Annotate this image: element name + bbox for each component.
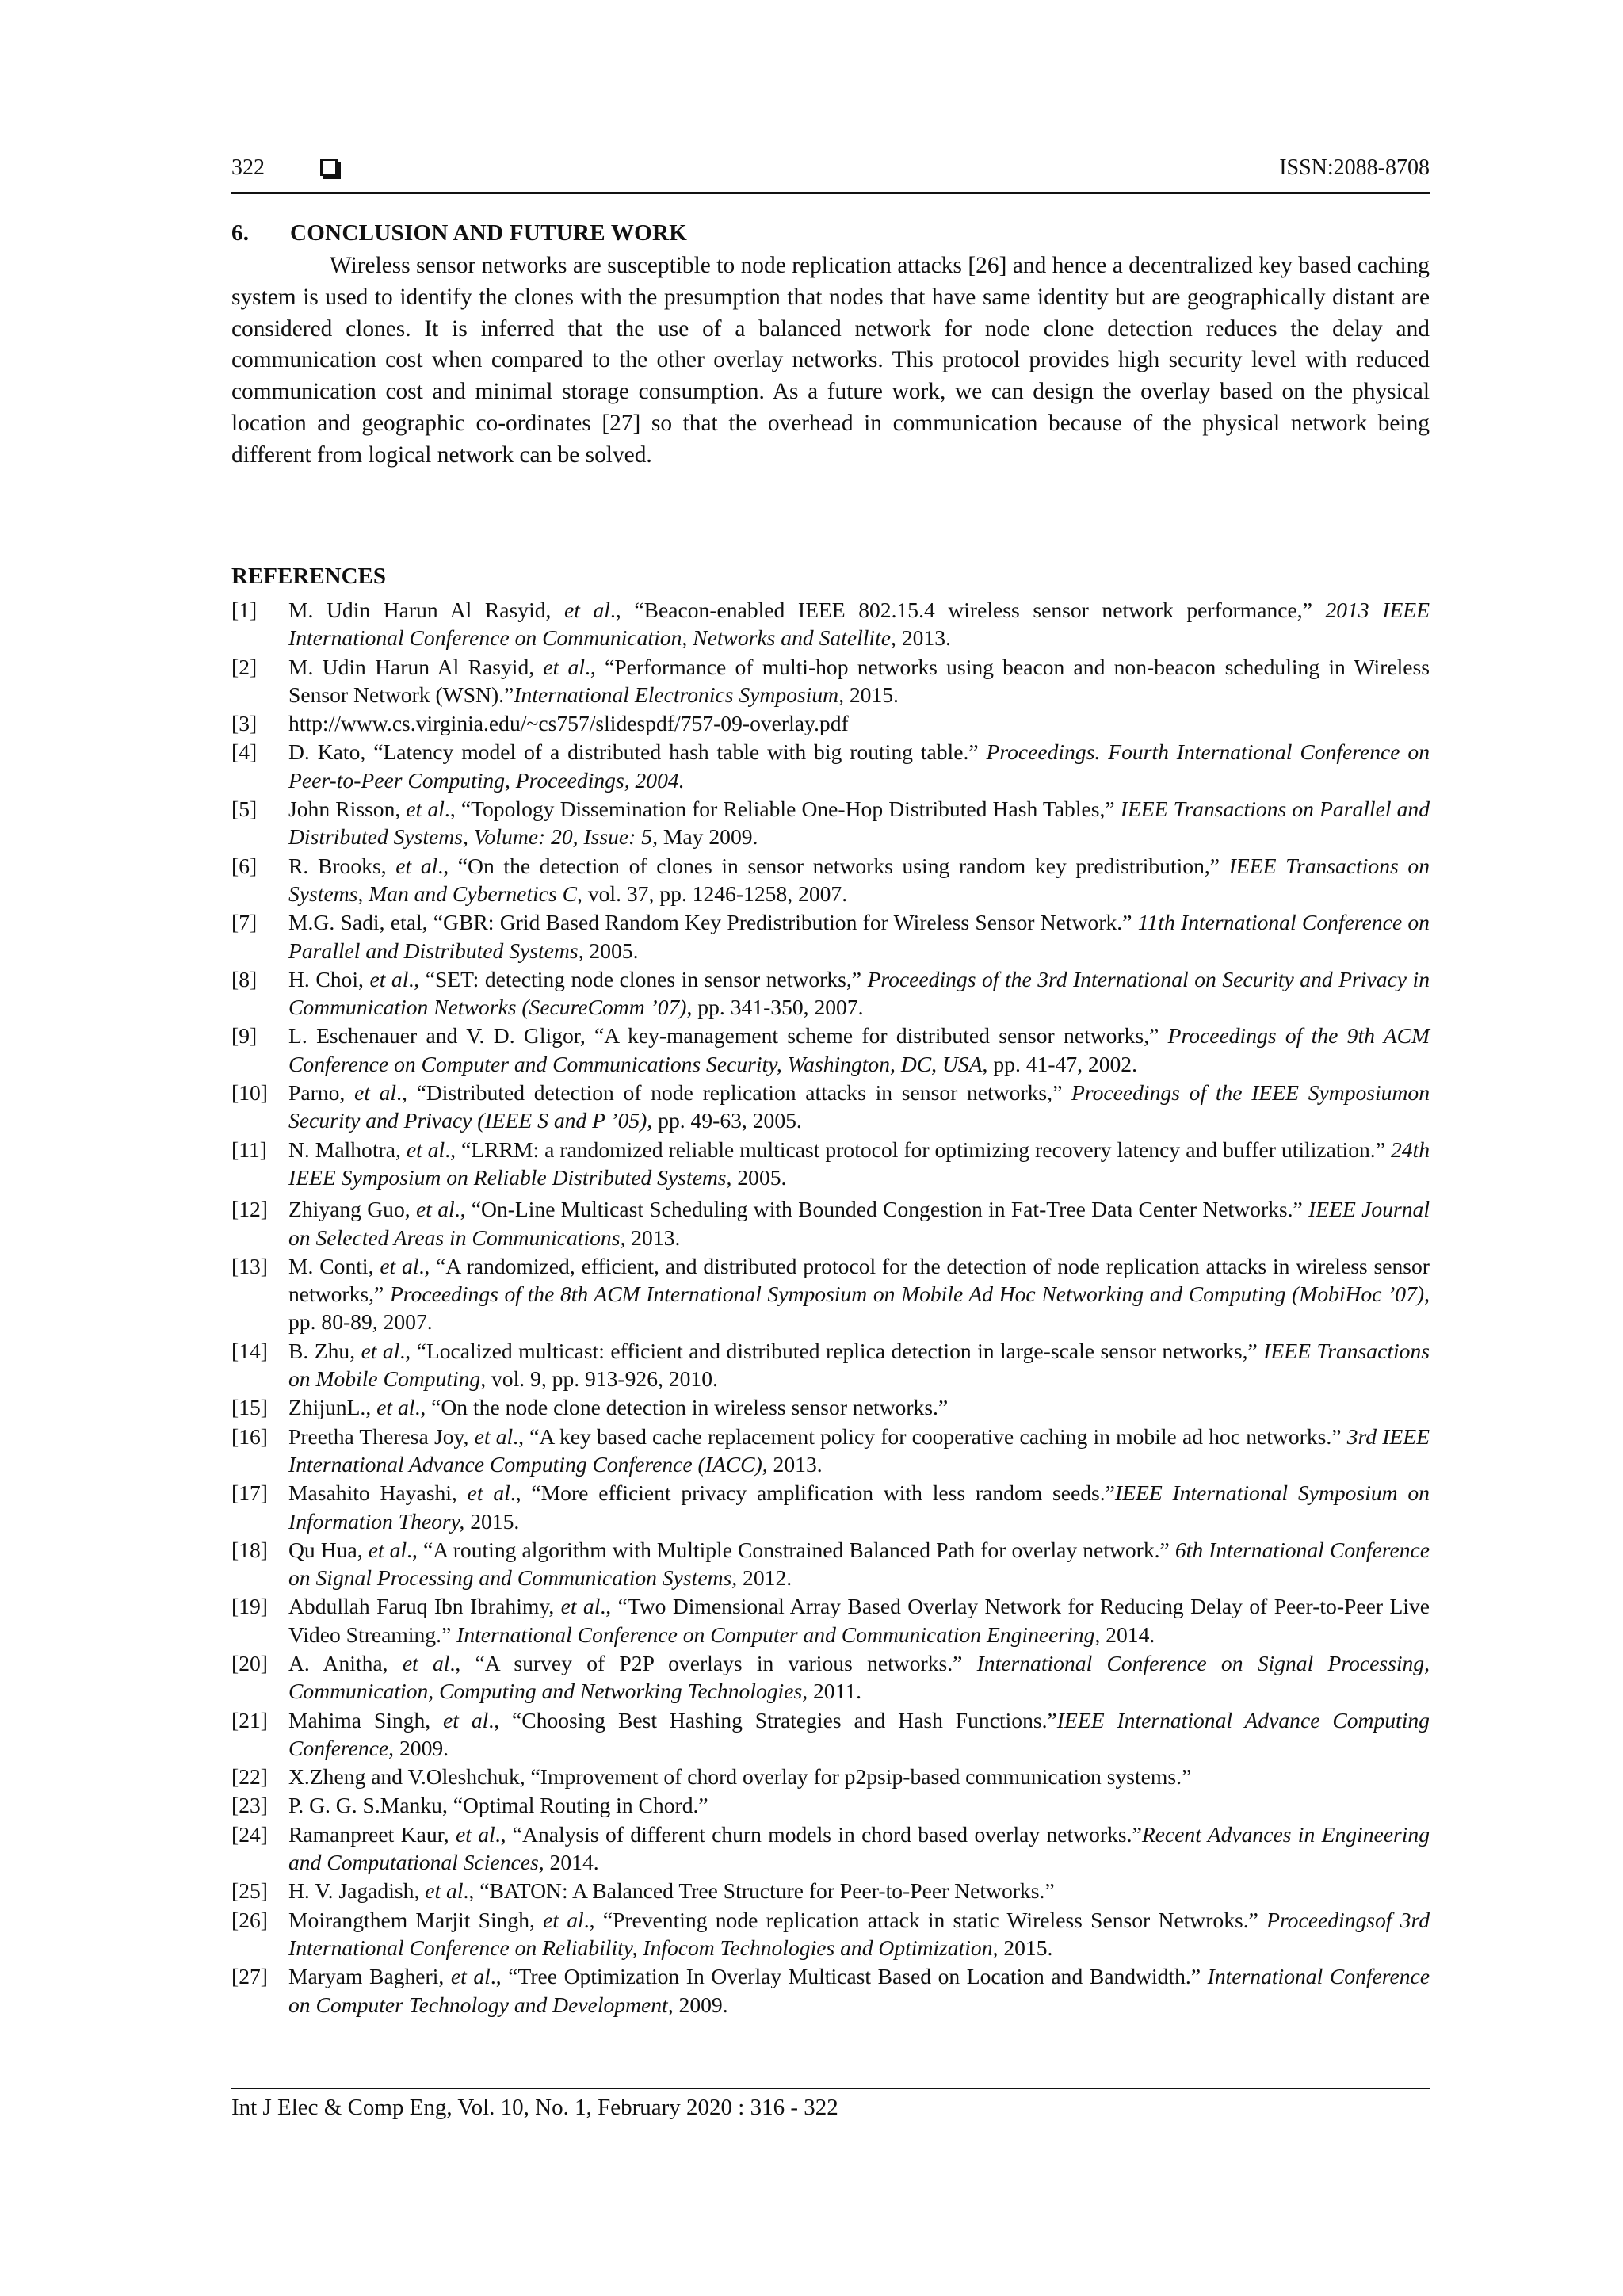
reference-number: [25]: [231, 1878, 268, 1904]
reference-title: ., “SET: detecting node clones in sensor networks,”: [408, 966, 868, 991]
reference-etal: et al: [415, 1197, 455, 1222]
reference-title: ., “Preventing node replication attack in static Wireless Sensor Netwroks.”: [583, 1907, 1267, 1932]
header-divider: [231, 192, 1430, 194]
reference-title: ., “Distributed detection of node replication attacks in sensor networks,”: [396, 1080, 1072, 1106]
reference-number: [21]: [231, 1707, 268, 1733]
reference-authors: R. Brooks,: [288, 853, 387, 878]
reference-item: [231, 596, 1430, 652]
reference-number: [11]: [231, 1137, 267, 1162]
reference-title: ., “Analysis of different churn models in chord based overlay networks.”: [495, 1821, 1142, 1847]
reference-source: Proceedings of the 8th ACM International Symposium on Mobile Ad Hoc Networking and Computing (MobiHoc ’07): [389, 1282, 1425, 1307]
reference-source: IEEE Transactions on Parallel and Distributed Systems, Volume: 20, Issue: 5,: [288, 797, 1430, 850]
reference-item: [231, 1195, 1430, 1251]
reference-authors: M. Udin Harun Al Rasyid,: [288, 654, 535, 679]
reference-etal: et al: [543, 654, 585, 679]
reference-details: , vol. 37, pp. 1246-1258, 2007.: [577, 881, 848, 906]
reference-source: 6th International Conference on Signal Processing and Communication Systems,: [288, 1537, 1430, 1591]
reference-etal: et al: [395, 853, 438, 878]
reference-title: ., “On the detection of clones in sensor networks using random key predistribution,”: [437, 853, 1229, 878]
reference-number: [26]: [231, 1907, 268, 1932]
reference-authors: B. Zhu,: [288, 1338, 356, 1363]
reference-details: 2014.: [544, 1850, 599, 1875]
reference-title: ., “On the node clone detection in wireless sensor networks.”: [414, 1395, 949, 1420]
reference-title: ., “LRRM: a randomized reliable multicast protocol for optimizing recovery latency and buffer utilization.”: [445, 1137, 1391, 1162]
reference-title: ., “A routing algorithm with Multiple Constrained Balanced Path for overlay network.”: [407, 1537, 1175, 1562]
reference-source: International Electronics Symposium,: [514, 682, 844, 707]
reference-source: IEEE International Symposium on Information Theory,: [288, 1480, 1430, 1534]
reference-number: [7]: [231, 910, 258, 935]
reference-title: ., “Localized multicast: efficient and distributed replica detection in large-scale sensor networks,”: [399, 1338, 1264, 1363]
reference-etal: et al: [564, 598, 610, 622]
reference-number: [20]: [231, 1650, 268, 1675]
reference-source: IEEE Journal on Selected Areas in Communications,: [288, 1197, 1430, 1250]
reference-number: [15]: [231, 1395, 268, 1420]
reference-number: [19]: [231, 1594, 268, 1619]
reference-details: 2015.: [843, 682, 899, 707]
reference-authors: N. Malhotra,: [288, 1137, 401, 1162]
reference-number: [3]: [231, 711, 258, 736]
reference-number: [2]: [231, 654, 258, 679]
page-number: 322: [231, 155, 265, 180]
reference-source: International Conference on Signal Processing, Communication, Computing and Networking Technologies,: [288, 1650, 1430, 1704]
reference-item: [231, 653, 1430, 709]
reference-item: [231, 1820, 1430, 1877]
reference-details: May 2009.: [657, 824, 758, 850]
reference-source: IEEE Transactions on Mobile Computing: [288, 1338, 1430, 1392]
reference-authors: Mahima Singh,: [288, 1707, 431, 1733]
reference-details: 2011.: [808, 1679, 862, 1704]
reference-title: “Latency model of a distributed hash table with big routing table.”: [365, 739, 987, 765]
reference-authors: Maryam Bagheri,: [288, 1964, 445, 1989]
reference-authors: H. Choi,: [288, 966, 364, 991]
reference-number: [12]: [231, 1197, 268, 1222]
reference-source: 2013 IEEE International Conference on Communication, Networks and Satellite,: [288, 598, 1430, 651]
reference-number: [24]: [231, 1821, 268, 1847]
reference-authors: Qu Hua,: [288, 1537, 363, 1562]
reference-title: “A key-management scheme for distributed sensor networks,”: [585, 1023, 1168, 1049]
reference-title: ., “Tree Optimization In Overlay Multicast Based on Location and Bandwidth.”: [490, 1964, 1208, 1989]
reference-item: [231, 709, 1430, 737]
reference-details: , vol. 9, pp. 913-926, 2010.: [480, 1366, 718, 1392]
reference-authors: Abdullah Faruq Ibn Ibrahimy,: [288, 1594, 555, 1619]
reference-source: 11th International Conference on Parallel and Distributed Systems,: [288, 910, 1430, 963]
reference-number: [10]: [231, 1080, 268, 1106]
reference-list: [231, 596, 1430, 2023]
reference-authors: M.G. Sadi, etal,: [288, 910, 428, 935]
reference-authors: Masahito Hayashi,: [288, 1480, 457, 1506]
reference-details: 2013.: [767, 1451, 823, 1477]
reference-etal: et al: [368, 1537, 407, 1562]
conclusion-paragraph: Wireless sensor networks are susceptible to node replication attacks [26] and hence a decentralized key based caching system is used to identify the clones with the presumption that nodes that have same identity but are geographically distant are considered clones. It is inferred that the use of a balanced network for node clone detection reduces the delay and communication cost when compared to the other overlay networks. This protocol provides high security level with reduced communication cost and minimal storage consumption. As a future work, we can design the overlay based on the physical location and geographic co-ordinates [27] so that the overhead in communication because of the physical network being different from logical network can be solved.: [231, 253, 1430, 468]
reference-source: Proceedings of the IEEE Symposiumon Security and Privacy (IEEE S and P ’05): [288, 1080, 1430, 1133]
reference-etal: et al: [443, 1707, 489, 1733]
reference-title: ., “A survey of P2P overlays in various networks.”: [449, 1650, 977, 1675]
reference-authors: Moirangthem Marjit Singh,: [288, 1907, 535, 1932]
reference-item: [231, 1877, 1430, 1904]
checkbox-square-icon: [320, 159, 338, 176]
reference-number: [4]: [231, 739, 258, 765]
reference-etal: et al: [467, 1480, 510, 1506]
reference-title: ., “Choosing Best Hashing Strategies and Hash Functions.”: [488, 1707, 1057, 1733]
reference-title: “Improvement of chord overlay for p2psip-based communication systems.”: [525, 1764, 1192, 1790]
reference-source: Proceedings. Fourth International Conference on Peer-to-Peer Computing, Proceedings, 2004.: [288, 739, 1430, 793]
reference-title: ., “On-Line Multicast Scheduling with Bounded Congestion in Fat-Tree Data Center Networks.”: [454, 1197, 1309, 1222]
reference-item: [231, 1423, 1430, 1479]
reference-item: [231, 1536, 1430, 1592]
reference-authors: H. V. Jagadish,: [288, 1878, 420, 1904]
reference-details: 2015.: [998, 1935, 1053, 1960]
reference-number: [9]: [231, 1023, 258, 1049]
page-header: [231, 155, 1430, 195]
section-heading: [231, 220, 687, 246]
reference-title: “Optimal Routing in Chord.”: [447, 1793, 708, 1818]
reference-source: Recent Advances in Engineering and Computational Sciences,: [288, 1821, 1430, 1875]
reference-etal: et al: [361, 1338, 400, 1363]
reference-etal: et al: [450, 1964, 491, 1989]
reference-authors: M. Conti,: [288, 1253, 374, 1278]
reference-etal: et al: [560, 1594, 601, 1619]
reference-item: [231, 1906, 1430, 1962]
reference-details: 2009.: [394, 1735, 449, 1760]
reference-etal: et al: [425, 1878, 464, 1904]
reference-etal: et al: [380, 1253, 419, 1278]
reference-number: [1]: [231, 598, 258, 622]
reference-details: 2005.: [731, 1164, 787, 1190]
reference-item: [231, 1479, 1430, 1535]
reference-item: [231, 1079, 1430, 1135]
reference-item: [231, 1791, 1430, 1819]
footer-divider: [231, 2088, 1430, 2089]
reference-details: 2012.: [737, 1565, 792, 1591]
reference-source: IEEE Transactions on Systems, Man and Cybernetics C: [288, 853, 1430, 906]
section-title: CONCLUSION AND FUTURE WORK: [290, 220, 688, 246]
reference-authors: D. Kato,: [288, 739, 366, 765]
reference-title: ., “BATON: A Balanced Tree Structure for Peer-to-Peer Networks.”: [463, 1878, 1055, 1904]
reference-authors: A. Anitha,: [288, 1650, 388, 1675]
reference-authors: X.Zheng and V.Oleshchuk,: [288, 1764, 525, 1790]
reference-etal: et al: [455, 1821, 495, 1847]
reference-number: [5]: [231, 797, 258, 822]
reference-item: [231, 1649, 1430, 1706]
reference-number: [14]: [231, 1338, 268, 1363]
reference-source: Proceedingsof 3rd International Conference on Reliability, Infocom Technologies and Optimization,: [288, 1907, 1430, 1960]
reference-title: ., “Topology Dissemination for Reliable One-Hop Distributed Hash Tables,”: [444, 797, 1121, 822]
reference-item: [231, 1962, 1430, 2019]
reference-item: [231, 1706, 1430, 1763]
reference-details: , pp. 341-350, 2007.: [686, 995, 864, 1020]
reference-item: [231, 1592, 1430, 1648]
reference-etal: et al: [369, 966, 409, 991]
reference-authors: L. Eschenauer and V. D. Gligor,: [288, 1023, 586, 1049]
references-heading: REFERENCES: [231, 563, 386, 589]
reference-item: [231, 908, 1430, 965]
reference-number: [23]: [231, 1793, 268, 1818]
reference-item: [231, 795, 1430, 851]
reference-title: ., “More efficient privacy amplification with less random seeds.”: [510, 1480, 1115, 1506]
reference-details: 2013.: [625, 1224, 681, 1250]
reference-item: [231, 738, 1430, 794]
reference-item: [231, 852, 1430, 908]
reference-authors: Parno,: [288, 1080, 346, 1106]
reference-item: [231, 965, 1430, 1022]
reference-details: 2015.: [464, 1508, 520, 1534]
reference-title: ., “A key based cache replacement policy for cooperative caching in mobile ad hoc networks.”: [513, 1423, 1347, 1449]
section-number: 6.: [231, 220, 250, 246]
reference-source: 24th IEEE Symposium on Reliable Distributed Systems,: [288, 1137, 1430, 1190]
reference-title: ., “Two Dimensional Array Based Overlay Network for Reducing Delay of Peer-to-Peer Live Video Streaming.”: [288, 1594, 1430, 1647]
reference-details: 2013.: [896, 625, 951, 651]
reference-details: 2014.: [1100, 1622, 1155, 1647]
reference-title: ., “A randomized, efficient, and distributed protocol for the detection of node replication attacks in wireless sensor networks,”: [288, 1253, 1430, 1307]
reference-details: 2005.: [583, 938, 639, 963]
reference-number: [17]: [231, 1480, 268, 1506]
reference-source: 3rd IEEE International Advance Computing Conference (IACC),: [288, 1423, 1430, 1477]
reference-source: Proceedings of the 9th ACM Conference on Computer and Communications Security, Washington, DC, USA: [288, 1023, 1430, 1076]
reference-title: ., “Beacon-enabled IEEE 802.15.4 wireless sensor network performance,”: [609, 598, 1326, 622]
reference-authors: ZhijunL.,: [288, 1395, 372, 1420]
reference-number: [22]: [231, 1764, 268, 1790]
reference-details: , pp. 41-47, 2002.: [982, 1051, 1137, 1076]
reference-etal: et al: [406, 797, 445, 822]
reference-authors: Zhiyang Guo,: [288, 1197, 411, 1222]
reference-etal: et al: [354, 1080, 397, 1106]
reference-details: , pp. 80-89, 2007.: [288, 1282, 1430, 1335]
reference-source: IEEE International Advance Computing Conference,: [288, 1707, 1430, 1760]
footer-citation: Int J Elec & Comp Eng, Vol. 10, No. 1, February 2020 : 316 - 322: [231, 2095, 838, 2120]
reference-authors: Preetha Theresa Joy,: [288, 1423, 469, 1449]
reference-details: , pp. 49-63, 2005.: [647, 1108, 802, 1133]
reference-source: International Conference on Computer and Communication Engineering,: [456, 1622, 1101, 1647]
reference-etal: et al: [543, 1907, 584, 1932]
reference-number: [13]: [231, 1253, 268, 1278]
reference-details: 2009.: [673, 1992, 728, 2017]
reference-authors: Ramanpreet Kaur,: [288, 1821, 449, 1847]
reference-authors: P. G. G. S.Manku,: [288, 1793, 448, 1818]
reference-item: [231, 1337, 1430, 1393]
reference-item: [231, 1393, 1430, 1421]
reference-etal: et al: [406, 1137, 445, 1162]
reference-etal: et al: [402, 1650, 450, 1675]
reference-authors: M. Udin Harun Al Rasyid,: [288, 598, 552, 622]
reference-title: ., “Performance of multi-hop networks using beacon and non-beacon scheduling in Wireless Sensor Network (WSN).”: [288, 654, 1430, 707]
reference-source: Proceedings of the 3rd International on Security and Privacy in Communication Networks (SecureComm ’07): [288, 966, 1430, 1020]
reference-etal: et al: [376, 1395, 415, 1420]
reference-item: [231, 1136, 1430, 1192]
reference-etal: et al: [474, 1423, 514, 1449]
reference-authors: John Risson,: [288, 797, 401, 822]
reference-authors[interactable]: http://www.cs.virginia.edu/~cs757/slidespdf/757-09-overlay.pdf: [288, 711, 849, 736]
reference-item: [231, 1252, 1430, 1336]
reference-item: [231, 1022, 1430, 1078]
issn: ISSN:2088-8708: [1279, 155, 1430, 180]
reference-source: International Conference on Computer Technology and Development,: [288, 1964, 1430, 2017]
reference-item: [231, 1763, 1430, 1790]
reference-number: [16]: [231, 1423, 268, 1449]
reference-number: [6]: [231, 853, 258, 878]
reference-number: [8]: [231, 966, 258, 991]
reference-number: [27]: [231, 1964, 268, 1989]
reference-number: [18]: [231, 1537, 268, 1562]
reference-title: “GBR: Grid Based Random Key Predistribution for Wireless Sensor Network.”: [427, 910, 1138, 935]
